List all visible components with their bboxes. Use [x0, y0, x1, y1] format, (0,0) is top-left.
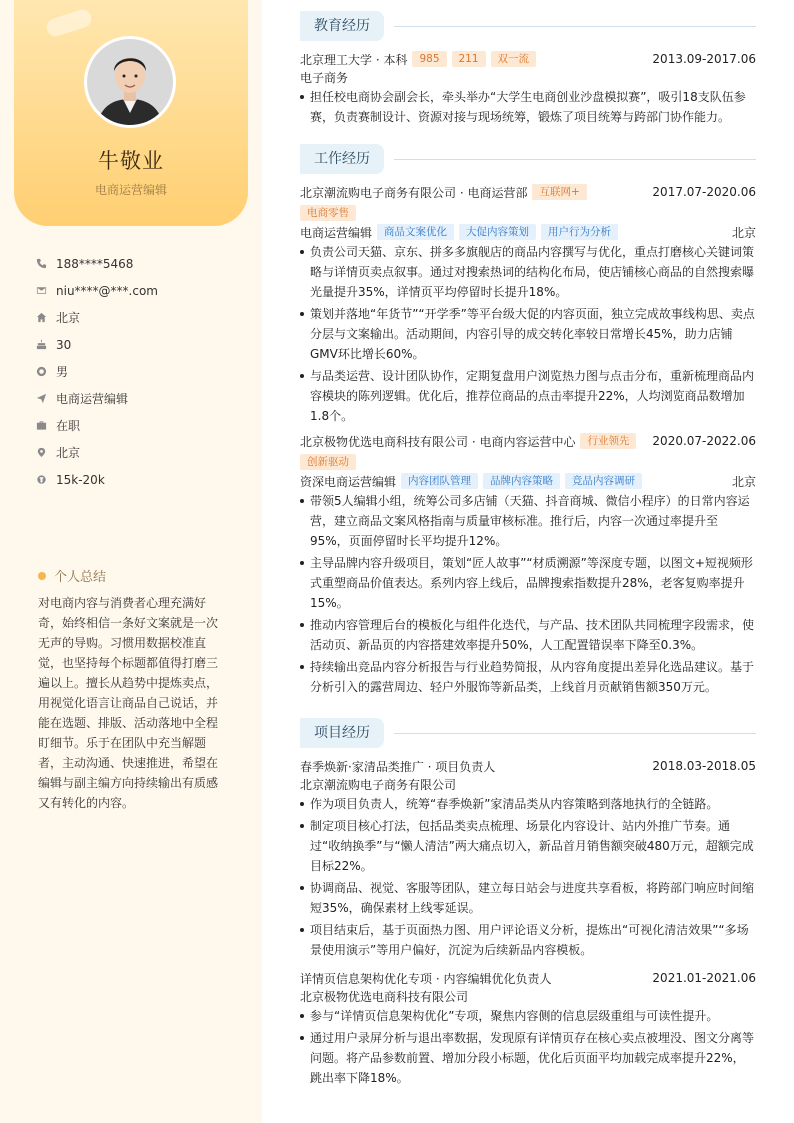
salary-icon — [36, 474, 47, 485]
candidate-name: 牛敬业 — [98, 149, 164, 173]
company-tag: 电商零售 — [300, 205, 356, 221]
education-bullets — [300, 87, 756, 127]
mail-icon — [36, 285, 47, 296]
info-gender — [36, 358, 246, 385]
project-entry — [300, 757, 756, 962]
project-org: 北京潮流购电子商务有限公司 — [300, 777, 457, 792]
briefcase-icon — [36, 420, 47, 431]
education-heading-label: 教育经历 — [300, 11, 384, 41]
send-icon — [36, 393, 47, 404]
school-name: 北京理工大学 · 本科 — [300, 52, 408, 67]
list-item: 制定项目核心打法，包括品类卖点梳理、场景化内容设计、站内外推广节奏。通过“收纳换季”与“懒人清洁”两大痛点切入，新品首月销售额突破480万元，超额完成目标22%。 — [300, 816, 756, 876]
list-item: 主导品牌内容升级项目，策划“匠人故事”“材质溯源”等深度专题，以图文+短视频形式重塑商品价值表达。系列内容上线后，品牌搜索指数提升28%，老客复购率提升15%。 — [300, 553, 756, 613]
list-item: 通过用户录屏分析与退出率数据，发现原有详情页存在核心卖点被埋没、图文分离等问题。将产品参数前置、增加分段小标题，优化后页面平均加载完成率提升22%，跳出率下降18%。 — [300, 1028, 756, 1088]
job-city: 北京 — [731, 225, 756, 240]
gender-icon — [36, 366, 47, 377]
section-divider — [394, 159, 756, 160]
sidebar — [0, 0, 262, 1123]
skill-tag: 大促内容策划 — [459, 224, 536, 240]
phone-icon — [36, 258, 47, 269]
job-city: 北京 — [731, 474, 756, 489]
gender-text: 男 — [56, 365, 69, 379]
list-item: 策划并落地“年货节”“开学季”等平台级大促的内容页面，独立完成故事线构思、卖点分层与文案输出。活动期间，内容引导的成交转化率较日常增长45%，助力店铺GMV环比增长60%。 — [300, 304, 756, 364]
cake-icon — [36, 339, 47, 350]
list-item: 协调商品、视觉、客服等团队，建立每日站会与进度共享看板，将跨部门响应时间缩短35%，确保素材上线零延误。 — [300, 878, 756, 918]
work-heading — [300, 144, 756, 174]
projects-heading — [300, 718, 756, 748]
school-tag: 双一流 — [491, 51, 537, 67]
avatar-photo — [87, 39, 173, 125]
age-text: 30 — [56, 337, 72, 352]
status-text: 在职 — [56, 419, 81, 433]
project-period: 2021.01-2021.06 — [652, 971, 756, 985]
project-name: 春季焕新·家清品类推广 · 项目负责人 — [300, 759, 496, 774]
info-location — [36, 439, 246, 466]
job-role: 电商运营编辑 — [300, 225, 373, 240]
job-bullets — [300, 491, 756, 697]
skill-tag: 品牌内容策略 — [483, 473, 560, 489]
company-name: 北京潮流购电子商务有限公司 · 电商运营部 — [300, 185, 528, 200]
job-period: 2017.07-2020.06 — [652, 185, 756, 199]
company-tag: 行业领先 — [580, 433, 636, 449]
company-tag: 创新驱动 — [300, 454, 356, 470]
company-name: 北京极物优选电商科技有限公司 · 电商内容运营中心 — [300, 434, 576, 449]
hometown-text: 北京 — [56, 311, 81, 325]
info-salary — [36, 466, 246, 493]
list-item: 带领5人编辑小组，统筹公司多店铺（天猫、抖音商城、微信小程序）的日常内容运营，建立商品文案风格指南与质量审核标准。推行后，内容一次通过率提升至95%，页面停留时长平均提升12%。 — [300, 491, 756, 551]
summary-heading — [38, 566, 106, 585]
project-entry — [300, 969, 756, 1090]
list-item: 推动内容管理后台的模板化与组件化迭代，与产品、技术团队共同梳理字段需求，使活动页、新品页的内容搭建效率提升50%，人工配置错误率下降至0.3%。 — [300, 615, 756, 655]
list-item: 参与“详情页信息架构优化”专项，聚焦内容侧的信息层级重组与可读性提升。 — [300, 1006, 756, 1026]
education-heading — [300, 11, 756, 41]
home-icon — [36, 312, 47, 323]
info-target-position — [36, 385, 246, 412]
info-status — [36, 412, 246, 439]
projects-heading-label: 项目经历 — [300, 718, 384, 748]
work-heading-label: 工作经历 — [300, 144, 384, 174]
list-item: 持续输出竞品内容分析报告与行业趋势简报，从内容角度提出差异化选品建议。基于分析引入的露营周边、轻户外服饰等新品类，上线首月贡献销售额350万元。 — [300, 657, 756, 697]
school-tag: 211 — [452, 51, 486, 67]
avatar — [84, 36, 176, 128]
summary-heading-text: 个人总结 — [54, 570, 107, 585]
skill-tag: 商品文案优化 — [377, 224, 454, 240]
major: 电子商务 — [300, 70, 349, 85]
job-role: 资深电商运营编辑 — [300, 474, 397, 489]
contact-info — [36, 250, 246, 493]
skill-tag: 竞品内容调研 — [565, 473, 642, 489]
info-hometown — [36, 304, 246, 331]
info-phone — [36, 250, 246, 277]
email-text: niu****@***.com — [56, 283, 158, 298]
education-period: 2013.09-2017.06 — [652, 52, 756, 66]
list-item: 负责公司天猫、京东、拼多多旗舰店的商品内容撰写与优化，重点打磨核心关键词策略与详情页卖点叙事。通过对搜索热词的结构化布局，使店铺核心商品的自然搜索曝光量提升35%，详情页平均停留时长提升18%。 — [300, 242, 756, 302]
list-item: 与品类运营、设计团队协作，定期复盘用户浏览热力图与点击分布，重新梳理商品内容模块的陈列逻辑。优化后，推荐位商品的点击率提升22%，人均浏览商品数增加1.8个。 — [300, 366, 756, 426]
salary-text: 15k-20k — [56, 472, 105, 487]
summary-text: 对电商内容与消费者心理充满好奇，始终相信一条好文案就是一次无声的导购。习惯用数据校准直觉，也坚持每个标题都值得打磨三遍以上。擅长从趋势中提炼卖点，用视觉化语言让商品自己说话，并能在选题、排版、活动落地中全程盯细节。乐于在团队中充当解题者，主动沟通、快速推进，希望在编辑与副主编方向持续输出有质感又有转化的内容。 — [38, 596, 219, 810]
phone-text: 188****5468 — [56, 256, 134, 271]
location-icon — [36, 447, 47, 458]
list-item: 作为项目负责人，统筹“春季焕新”家清品类从内容策略到落地执行的全链路。 — [300, 794, 756, 814]
job-entry — [300, 432, 756, 699]
project-org: 北京极物优选电商科技有限公司 — [300, 989, 469, 1004]
skill-tag: 内容团队管理 — [401, 473, 478, 489]
location-text: 北京 — [56, 446, 81, 460]
info-email — [36, 277, 246, 304]
summary-dot-icon — [38, 572, 46, 580]
decorative-shape — [44, 7, 93, 38]
target-position-text: 电商运营编辑 — [56, 392, 129, 406]
list-item: 项目结束后，基于页面热力图、用户评论语义分析，提炼出“可视化清洁效果”“多场景使用演示”等用户偏好，沉淀为后续新品内容模板。 — [300, 920, 756, 960]
section-divider — [394, 26, 756, 27]
job-bullets — [300, 242, 756, 426]
list-item: 担任校电商协会副会长，牵头举办“大学生电商创业沙盘模拟赛”，吸引18支队伍参赛，负责赛制设计、资源对接与现场统筹，锻炼了项目统筹与跨部门协作能力。 — [300, 87, 756, 127]
job-period: 2020.07-2022.06 — [652, 434, 756, 448]
education-entry — [300, 50, 756, 129]
candidate-title: 电商运营编辑 — [94, 183, 167, 197]
section-divider — [394, 733, 756, 734]
project-bullets — [300, 794, 756, 960]
project-name: 详情页信息架构优化专项 · 内容编辑优化负责人 — [300, 971, 552, 986]
job-entry — [300, 183, 756, 428]
company-tag: 互联网+ — [532, 184, 586, 200]
skill-tag: 用户行为分析 — [541, 224, 618, 240]
project-period: 2018.03-2018.05 — [652, 759, 756, 773]
project-bullets — [300, 1006, 756, 1088]
school-tag: 985 — [412, 51, 446, 67]
info-age — [36, 331, 246, 358]
